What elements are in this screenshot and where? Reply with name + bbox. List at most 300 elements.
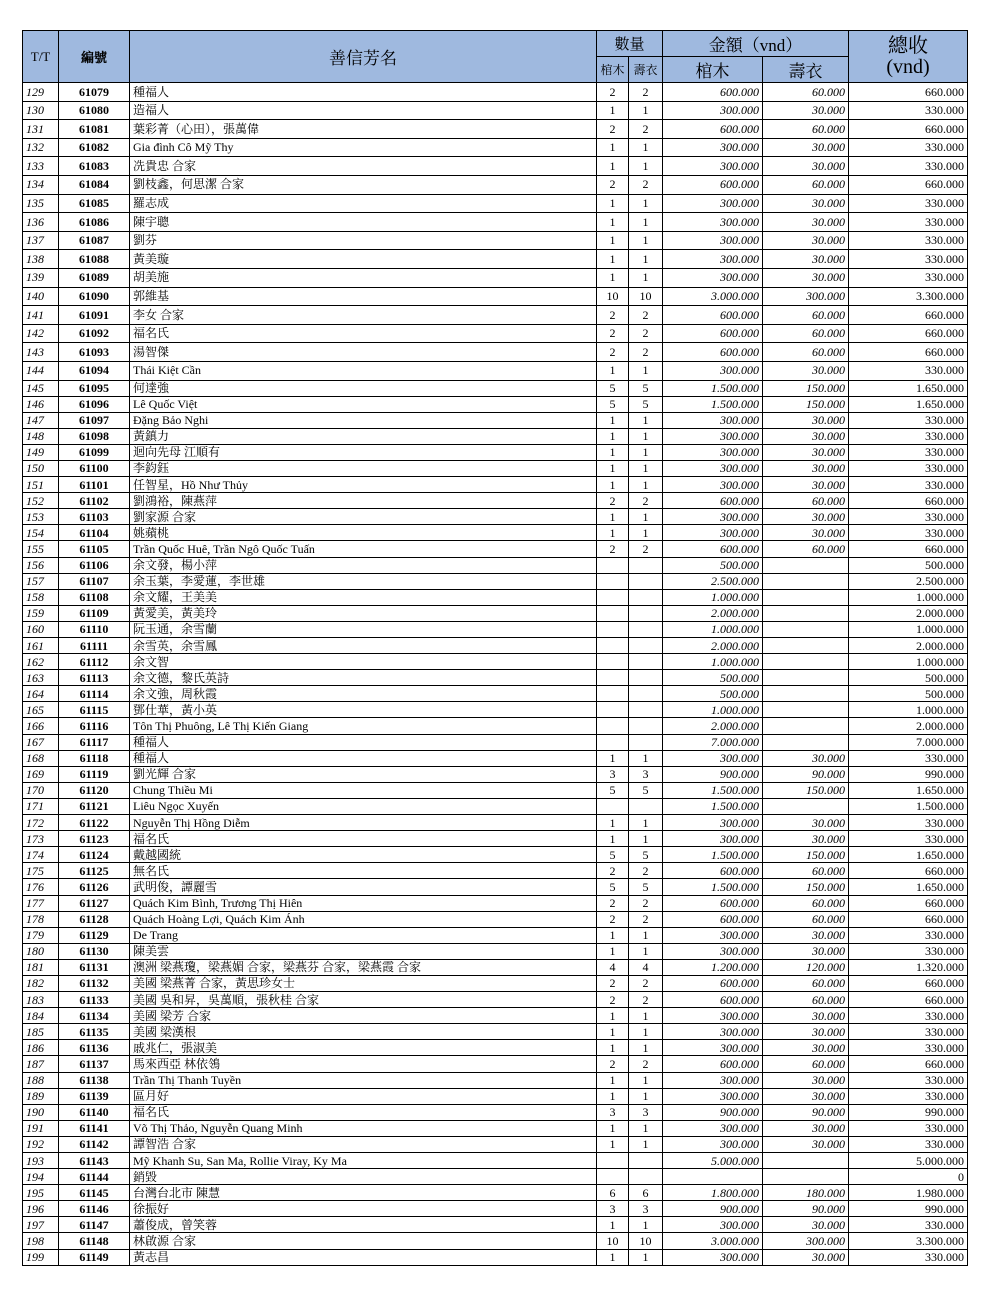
- row-name: 劉鴻裕，陳燕萍: [130, 493, 597, 509]
- row-amount-shroud: 30.000: [763, 428, 849, 444]
- row-name: Quách Kim Bình, Trương Thị Hiên: [130, 895, 597, 911]
- row-tt: 142: [23, 324, 59, 343]
- row-qty-shroud: 1: [629, 477, 663, 493]
- row-qty-shroud: [629, 702, 663, 718]
- row-qty-coffin: [597, 573, 629, 589]
- row-total: 5.000.000: [849, 1153, 968, 1169]
- row-qty-shroud: [629, 798, 663, 814]
- row-tt: 187: [23, 1056, 59, 1072]
- row-tt: 176: [23, 879, 59, 895]
- row-total: 660.000: [849, 895, 968, 911]
- row-amount-coffin: 1.000.000: [663, 654, 763, 670]
- row-qty-shroud: 1: [629, 831, 663, 847]
- table-row: [23, 927, 968, 943]
- row-tt: 153: [23, 509, 59, 525]
- row-name: 阮玉通，余雪蘭: [130, 621, 597, 637]
- row-total: 1.000.000: [849, 589, 968, 605]
- table-row: [23, 509, 968, 525]
- row-qty-shroud: [629, 654, 663, 670]
- table-row: [23, 460, 968, 476]
- table-row: [23, 1104, 968, 1120]
- row-tt: 151: [23, 477, 59, 493]
- row-qty-shroud: [629, 670, 663, 686]
- row-qty-coffin: 1: [597, 509, 629, 525]
- row-amount-shroud: 30.000: [763, 1136, 849, 1152]
- row-amount-coffin: 300.000: [663, 213, 763, 232]
- row-amount-coffin: 600.000: [663, 493, 763, 509]
- row-amount-coffin: 1.800.000: [663, 1185, 763, 1201]
- row-qty-coffin: 1: [597, 1120, 629, 1136]
- row-amount-shroud: 30.000: [763, 509, 849, 525]
- row-total: 330.000: [849, 361, 968, 380]
- row-id: 61097: [59, 412, 130, 428]
- row-name: 銷毀: [130, 1169, 597, 1185]
- row-amount-coffin: 1.500.000: [663, 782, 763, 798]
- table-row: [23, 766, 968, 782]
- table-row: [23, 1072, 968, 1088]
- table-row: [23, 879, 968, 895]
- row-tt: 192: [23, 1136, 59, 1152]
- row-amount-coffin: 7.000.000: [663, 734, 763, 750]
- table-row: [23, 1185, 968, 1201]
- row-qty-coffin: 1: [597, 1136, 629, 1152]
- row-qty-coffin: 1: [597, 444, 629, 460]
- row-amount-coffin: 300.000: [663, 444, 763, 460]
- row-tt: 134: [23, 175, 59, 194]
- row-tt: 172: [23, 815, 59, 831]
- row-name: 余玉葉，李愛蓮，李世雄: [130, 573, 597, 589]
- row-amount-shroud: 30.000: [763, 1088, 849, 1104]
- row-tt: 185: [23, 1024, 59, 1040]
- row-id: 61092: [59, 324, 130, 343]
- table-row: [23, 231, 968, 250]
- row-tt: 152: [23, 493, 59, 509]
- row-amount-coffin: 600.000: [663, 863, 763, 879]
- table-row: [23, 702, 968, 718]
- row-tt: 181: [23, 959, 59, 975]
- row-amount-coffin: 3.000.000: [663, 287, 763, 306]
- row-name: 余文智: [130, 654, 597, 670]
- row-name: 任智星，Hồ Như Thủy: [130, 477, 597, 493]
- row-qty-coffin: 1: [597, 927, 629, 943]
- row-id: 61089: [59, 268, 130, 287]
- row-qty-shroud: [629, 557, 663, 573]
- row-amount-coffin: 300.000: [663, 1024, 763, 1040]
- row-amount-shroud: 90.000: [763, 1201, 849, 1217]
- row-tt: 133: [23, 157, 59, 176]
- row-qty-coffin: 1: [597, 428, 629, 444]
- row-amount-coffin: 300.000: [663, 1040, 763, 1056]
- row-name: 余雪英，余雪鳳: [130, 638, 597, 654]
- row-qty-shroud: 1: [629, 250, 663, 269]
- table-row: [23, 847, 968, 863]
- row-qty-coffin: 1: [597, 101, 629, 120]
- row-amount-shroud: 60.000: [763, 863, 849, 879]
- row-qty-shroud: 1: [629, 444, 663, 460]
- header-qty-coffin: 棺木: [597, 57, 629, 83]
- row-name: 葉彩菁（心田），張萬偉: [130, 120, 597, 139]
- row-amount-coffin: 1.200.000: [663, 959, 763, 975]
- row-qty-coffin: 5: [597, 879, 629, 895]
- row-qty-shroud: 1: [629, 750, 663, 766]
- row-id: 61099: [59, 444, 130, 460]
- row-amount-coffin: 600.000: [663, 895, 763, 911]
- row-name: 劉枝鑫，何思潔 合家: [130, 175, 597, 194]
- row-qty-coffin: 5: [597, 847, 629, 863]
- table-row: [23, 493, 968, 509]
- row-qty-shroud: 1: [629, 1088, 663, 1104]
- row-tt: 129: [23, 83, 59, 102]
- row-amount-shroud: [763, 605, 849, 621]
- table-row: [23, 1024, 968, 1040]
- row-amount-shroud: 30.000: [763, 1120, 849, 1136]
- row-total: 660.000: [849, 911, 968, 927]
- table-row: [23, 1153, 968, 1169]
- row-amount-shroud: [763, 573, 849, 589]
- row-tt: 130: [23, 101, 59, 120]
- row-amount-shroud: 180.000: [763, 1185, 849, 1201]
- row-id: 61146: [59, 1201, 130, 1217]
- row-qty-shroud: 3: [629, 1201, 663, 1217]
- row-qty-shroud: 1: [629, 1024, 663, 1040]
- row-amount-coffin: 2.000.000: [663, 718, 763, 734]
- row-amount-coffin: 1.500.000: [663, 798, 763, 814]
- row-name: 美國 梁燕菁 合家，黃思珍女士: [130, 975, 597, 991]
- row-qty-coffin: [597, 798, 629, 814]
- row-qty-coffin: 2: [597, 324, 629, 343]
- row-amount-coffin: 300.000: [663, 831, 763, 847]
- row-tt: 179: [23, 927, 59, 943]
- row-total: 2.000.000: [849, 638, 968, 654]
- row-id: 61088: [59, 250, 130, 269]
- row-qty-shroud: 2: [629, 83, 663, 102]
- row-amount-coffin: 500.000: [663, 670, 763, 686]
- row-id: 61102: [59, 493, 130, 509]
- row-qty-shroud: 1: [629, 428, 663, 444]
- row-total: 330.000: [849, 1008, 968, 1024]
- row-id: 61110: [59, 621, 130, 637]
- row-qty-coffin: [597, 670, 629, 686]
- row-id: 61112: [59, 654, 130, 670]
- row-tt: 191: [23, 1120, 59, 1136]
- row-amount-shroud: 60.000: [763, 992, 849, 1008]
- row-qty-shroud: [629, 1153, 663, 1169]
- row-amount-coffin: 900.000: [663, 1201, 763, 1217]
- row-tt: 163: [23, 670, 59, 686]
- row-amount-coffin: 300.000: [663, 101, 763, 120]
- row-name: Gia đình Cô Mỹ Thy: [130, 138, 597, 157]
- row-id: 61095: [59, 380, 130, 396]
- row-amount-coffin: 300.000: [663, 138, 763, 157]
- row-amount-shroud: [763, 734, 849, 750]
- row-total: 330.000: [849, 101, 968, 120]
- row-id: 61123: [59, 831, 130, 847]
- row-qty-shroud: 10: [629, 287, 663, 306]
- table-row: [23, 1008, 968, 1024]
- row-tt: 149: [23, 444, 59, 460]
- row-id: 61133: [59, 992, 130, 1008]
- row-qty-coffin: [597, 589, 629, 605]
- row-total: 330.000: [849, 1040, 968, 1056]
- row-id: 61138: [59, 1072, 130, 1088]
- row-qty-shroud: 2: [629, 306, 663, 325]
- row-amount-shroud: [763, 702, 849, 718]
- row-tt: 186: [23, 1040, 59, 1056]
- row-total: 330.000: [849, 1217, 968, 1233]
- row-tt: 167: [23, 734, 59, 750]
- row-qty-coffin: [597, 654, 629, 670]
- row-id: 61118: [59, 750, 130, 766]
- row-qty-coffin: [597, 702, 629, 718]
- row-name: 羅志成: [130, 194, 597, 213]
- row-tt: 141: [23, 306, 59, 325]
- table-row: [23, 589, 968, 605]
- table-row: [23, 194, 968, 213]
- row-tt: 171: [23, 798, 59, 814]
- row-total: 330.000: [849, 1136, 968, 1152]
- row-qty-shroud: 2: [629, 324, 663, 343]
- row-total: 1.650.000: [849, 380, 968, 396]
- row-amount-coffin: 300.000: [663, 268, 763, 287]
- row-name: 黃鎮力: [130, 428, 597, 444]
- row-total: 330.000: [849, 194, 968, 213]
- row-amount-shroud: [763, 718, 849, 734]
- row-qty-shroud: 1: [629, 1120, 663, 1136]
- row-id: 61143: [59, 1153, 130, 1169]
- row-amount-shroud: [763, 798, 849, 814]
- row-id: 61149: [59, 1249, 130, 1265]
- row-tt: 184: [23, 1008, 59, 1024]
- row-qty-shroud: 4: [629, 959, 663, 975]
- row-id: 61103: [59, 509, 130, 525]
- row-name: 余文發，楊小萍: [130, 557, 597, 573]
- table-row: [23, 718, 968, 734]
- row-name: 武明俊，譚麗雪: [130, 879, 597, 895]
- row-tt: 190: [23, 1104, 59, 1120]
- header-amount: 金額（vnd）: [663, 31, 849, 57]
- row-tt: 168: [23, 750, 59, 766]
- table-row: [23, 1120, 968, 1136]
- row-qty-shroud: 1: [629, 460, 663, 476]
- row-qty-shroud: 1: [629, 1136, 663, 1152]
- table-row: [23, 782, 968, 798]
- row-qty-coffin: 10: [597, 287, 629, 306]
- row-qty-coffin: 1: [597, 1249, 629, 1265]
- row-qty-coffin: 2: [597, 175, 629, 194]
- row-id: 61111: [59, 638, 130, 654]
- row-amount-coffin: 2.500.000: [663, 573, 763, 589]
- row-tt: 161: [23, 638, 59, 654]
- row-qty-shroud: 1: [629, 1008, 663, 1024]
- row-id: 61131: [59, 959, 130, 975]
- row-qty-coffin: 2: [597, 895, 629, 911]
- row-qty-coffin: 3: [597, 1201, 629, 1217]
- row-name: 陳美雲: [130, 943, 597, 959]
- row-qty-coffin: [597, 1153, 629, 1169]
- table-row: [23, 959, 968, 975]
- row-tt: 189: [23, 1088, 59, 1104]
- row-id: 61085: [59, 194, 130, 213]
- row-total: 330.000: [849, 444, 968, 460]
- row-id: 61116: [59, 718, 130, 734]
- row-amount-shroud: 90.000: [763, 1104, 849, 1120]
- row-qty-coffin: [597, 605, 629, 621]
- row-amount-shroud: 30.000: [763, 1024, 849, 1040]
- row-qty-coffin: 1: [597, 213, 629, 232]
- row-id: 61128: [59, 911, 130, 927]
- table-row: [23, 1088, 968, 1104]
- row-id: 61139: [59, 1088, 130, 1104]
- row-tt: 166: [23, 718, 59, 734]
- row-total: 660.000: [849, 493, 968, 509]
- table-row: [23, 250, 968, 269]
- row-amount-shroud: 60.000: [763, 343, 849, 362]
- row-qty-coffin: 1: [597, 750, 629, 766]
- table-row: [23, 380, 968, 396]
- table-row: [23, 992, 968, 1008]
- table-row: [23, 911, 968, 927]
- row-amount-shroud: [763, 557, 849, 573]
- row-id: 61137: [59, 1056, 130, 1072]
- table-body: [23, 83, 968, 1266]
- row-tt: 180: [23, 943, 59, 959]
- row-qty-shroud: [629, 1169, 663, 1185]
- row-amount-shroud: 30.000: [763, 138, 849, 157]
- row-name: 譚智浩 合家: [130, 1136, 597, 1152]
- row-total: 0: [849, 1169, 968, 1185]
- row-id: 61115: [59, 702, 130, 718]
- row-id: 61129: [59, 927, 130, 943]
- row-id: 61079: [59, 83, 130, 102]
- row-name: 福名氏: [130, 831, 597, 847]
- row-id: 61096: [59, 396, 130, 412]
- row-amount-shroud: 30.000: [763, 1072, 849, 1088]
- row-name: 李女 合家: [130, 306, 597, 325]
- row-tt: 138: [23, 250, 59, 269]
- row-total: 3.300.000: [849, 287, 968, 306]
- row-qty-shroud: 2: [629, 911, 663, 927]
- row-tt: 195: [23, 1185, 59, 1201]
- row-qty-coffin: 1: [597, 1072, 629, 1088]
- row-name: 劉芬: [130, 231, 597, 250]
- row-id: 61126: [59, 879, 130, 895]
- row-qty-coffin: 2: [597, 306, 629, 325]
- row-tt: 175: [23, 863, 59, 879]
- row-name: 余文強，周秋霞: [130, 686, 597, 702]
- header-quantity: 數量: [597, 31, 663, 57]
- row-name: 戴越國統: [130, 847, 597, 863]
- row-name: Chung Thiều Mi: [130, 782, 597, 798]
- row-amount-coffin: 5.000.000: [663, 1153, 763, 1169]
- row-total: 330.000: [849, 157, 968, 176]
- row-qty-coffin: 2: [597, 1056, 629, 1072]
- row-total: 330.000: [849, 927, 968, 943]
- row-name: 美國 梁芳 合家: [130, 1008, 597, 1024]
- row-amount-shroud: 150.000: [763, 380, 849, 396]
- row-id: 61122: [59, 815, 130, 831]
- table-row: [23, 287, 968, 306]
- row-id: 61120: [59, 782, 130, 798]
- row-qty-shroud: [629, 638, 663, 654]
- row-amount-shroud: 150.000: [763, 847, 849, 863]
- row-total: 1.000.000: [849, 621, 968, 637]
- row-tt: 177: [23, 895, 59, 911]
- table-row: [23, 621, 968, 637]
- row-qty-coffin: [597, 1169, 629, 1185]
- row-name: 陳宇聰: [130, 213, 597, 232]
- row-qty-shroud: 1: [629, 815, 663, 831]
- row-amount-shroud: 30.000: [763, 477, 849, 493]
- row-total: 660.000: [849, 541, 968, 557]
- row-tt: 178: [23, 911, 59, 927]
- row-amount-shroud: 30.000: [763, 1249, 849, 1265]
- row-id: 61098: [59, 428, 130, 444]
- row-amount-shroud: [763, 638, 849, 654]
- row-qty-shroud: 2: [629, 895, 663, 911]
- row-tt: 183: [23, 992, 59, 1008]
- row-amount-shroud: 30.000: [763, 460, 849, 476]
- row-name: 戚兆仁，張淑美: [130, 1040, 597, 1056]
- row-amount-shroud: 150.000: [763, 879, 849, 895]
- row-qty-coffin: 3: [597, 766, 629, 782]
- row-total: 500.000: [849, 686, 968, 702]
- row-qty-shroud: 2: [629, 992, 663, 1008]
- row-tt: 164: [23, 686, 59, 702]
- row-total: 500.000: [849, 670, 968, 686]
- row-total: 330.000: [849, 1120, 968, 1136]
- row-amount-coffin: 900.000: [663, 1104, 763, 1120]
- row-amount-shroud: 90.000: [763, 766, 849, 782]
- row-amount-shroud: [763, 670, 849, 686]
- row-qty-shroud: 1: [629, 213, 663, 232]
- row-tt: 182: [23, 975, 59, 991]
- row-tt: 157: [23, 573, 59, 589]
- row-name: 劉光輝 合家: [130, 766, 597, 782]
- row-amount-coffin: 2.000.000: [663, 605, 763, 621]
- row-qty-coffin: 1: [597, 1217, 629, 1233]
- row-qty-shroud: [629, 605, 663, 621]
- table-row: [23, 975, 968, 991]
- row-tt: 199: [23, 1249, 59, 1265]
- row-qty-shroud: 5: [629, 396, 663, 412]
- row-total: 330.000: [849, 943, 968, 959]
- row-amount-coffin: 1.500.000: [663, 380, 763, 396]
- row-qty-shroud: 1: [629, 509, 663, 525]
- row-qty-coffin: 2: [597, 343, 629, 362]
- row-tt: 169: [23, 766, 59, 782]
- row-name: 台灣台北市 陳慧: [130, 1185, 597, 1201]
- row-total: 660.000: [849, 83, 968, 102]
- row-amount-shroud: 30.000: [763, 1040, 849, 1056]
- row-qty-coffin: 1: [597, 194, 629, 213]
- row-amount-shroud: 60.000: [763, 120, 849, 139]
- row-name: 黃美璇: [130, 250, 597, 269]
- row-tt: 147: [23, 412, 59, 428]
- row-amount-coffin: 300.000: [663, 943, 763, 959]
- row-amount-shroud: 60.000: [763, 324, 849, 343]
- row-qty-coffin: 2: [597, 863, 629, 879]
- row-id: 61090: [59, 287, 130, 306]
- row-amount-shroud: 300.000: [763, 1233, 849, 1249]
- table-row: [23, 831, 968, 847]
- table-row: [23, 750, 968, 766]
- row-qty-shroud: 2: [629, 120, 663, 139]
- row-total: 660.000: [849, 306, 968, 325]
- row-total: 1.980.000: [849, 1185, 968, 1201]
- row-name: 福名氏: [130, 324, 597, 343]
- row-id: 61104: [59, 525, 130, 541]
- row-qty-shroud: 1: [629, 1072, 663, 1088]
